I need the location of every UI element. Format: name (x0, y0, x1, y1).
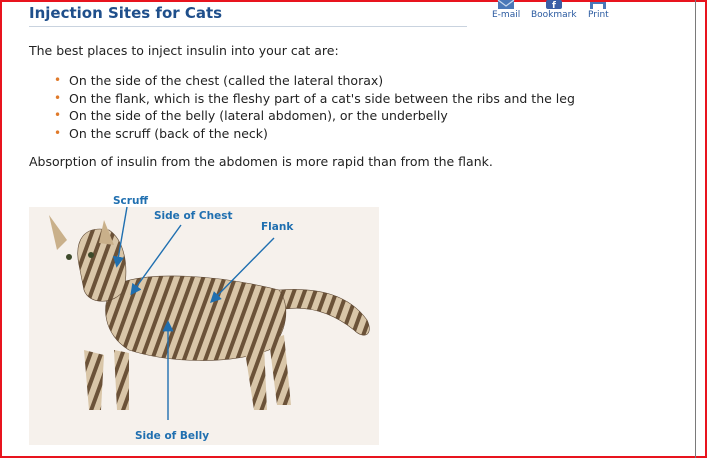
scruff-callout: Scruff (113, 195, 148, 207)
bookmark-button[interactable] (531, 0, 577, 20)
bullet-icon: • (54, 108, 62, 122)
bookmark-label: Bookmark (531, 10, 577, 20)
list-item-text: On the scruff (back of the neck) (69, 125, 268, 141)
flank-callout: Flank (261, 221, 294, 233)
printer-icon (589, 0, 607, 9)
list-item (54, 125, 575, 143)
email-label: E-mail (492, 10, 521, 20)
print-label: Print (588, 10, 609, 20)
list-item (54, 107, 575, 125)
page-edge-divider (695, 0, 696, 458)
bullet-icon: • (54, 125, 62, 140)
cat-eye (66, 254, 72, 260)
list-item-text: On the side of the chest (called the lateral thorax) (69, 73, 384, 88)
intro-text: The best places to inject insulin into your cat are: (29, 43, 339, 58)
cat-eye (88, 252, 94, 258)
cat-injection-illustration (29, 195, 389, 445)
belly-callout: Side of Belly (135, 430, 210, 442)
list-item-text: On the side of the belly (lateral abdomen), or the underbelly (69, 108, 448, 123)
absorption-note: Absorption of insulin from the abdomen is more rapid than from the flank. (29, 154, 493, 169)
list-item-text: On the flank, which is the fleshy part of a cat's side between the ribs and the leg (69, 90, 575, 106)
list-item (54, 90, 575, 108)
svg-text:f: f (551, 1, 556, 9)
injection-site-list (54, 72, 575, 142)
bullet-icon: • (54, 90, 62, 105)
envelope-icon (497, 0, 515, 9)
list-item (54, 72, 575, 90)
bookmark-icon (546, 0, 562, 9)
print-button[interactable] (588, 0, 609, 20)
chest-callout: Side of Chest (154, 210, 233, 222)
page-title: Injection Sites for Cats (29, 4, 467, 27)
bullet-icon: • (54, 73, 62, 87)
email-button[interactable] (492, 0, 520, 20)
